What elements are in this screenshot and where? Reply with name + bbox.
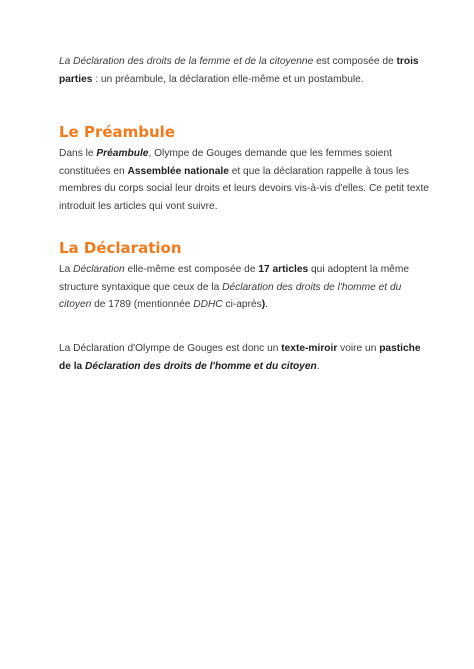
declaration-bold-17-articles: 17 articles [258, 264, 309, 275]
declaration-paragraph [59, 261, 431, 314]
declaration-text-6: . [265, 299, 268, 311]
declaration-italic-ddhc: DDHC [193, 299, 223, 311]
preambule-text-2: , Olympe de Gouges demande que les femmes soient constituées en [59, 148, 392, 177]
conclusion-text-2: voire un [337, 343, 380, 354]
declaration-heading: La Déclaration [59, 239, 182, 257]
preambule-paragraph [59, 145, 431, 215]
conclusion-paragraph [59, 340, 431, 375]
declaration-text-2: elle-même est composée de [124, 264, 259, 275]
declaration-text-1: La [59, 264, 74, 275]
declaration-bold-paren: ) [261, 299, 266, 311]
conclusion-text-1: La Déclaration d'Olympe de Gouges est donc un [59, 343, 282, 354]
preambule-heading: Le Préambule [59, 123, 176, 141]
intro-bold-trois-parties: trois parties [59, 56, 419, 85]
declaration-text-4: de 1789 (mentionnée [91, 299, 194, 311]
declaration-italic-ddhc-title: Déclaration des droits de l'homme et du citoyen [59, 281, 402, 311]
intro-title-italic: La Déclaration des droits de la femme et de la citoyenne [59, 56, 314, 67]
declaration-text-3: qui adoptent la même structure syntaxique que ceux de la [59, 264, 409, 293]
intro-paragraph [59, 53, 431, 88]
declaration-text-5: ci-après [222, 299, 262, 311]
intro-text-2: : un préambule, la déclaration elle-même et un postambule. [92, 73, 364, 85]
preambule-text-1: Dans le [59, 148, 97, 159]
conclusion-bold-texte-miroir: texte-miroir [281, 343, 338, 354]
preambule-bold-assemblee: Assemblée nationale [127, 165, 229, 177]
intro-text-1: est composée de [313, 56, 397, 67]
preambule-text-3: et que la déclaration rappelle à tous les membres du corps social leur droits et leurs devoirs vis-à-vis d'elles. Ce petit texte introduit les articles qui vont suivre. [59, 165, 429, 212]
conclusion-bold-italic-title: Déclaration des droits de l'homme et du citoyen [85, 360, 317, 372]
conclusion-text-3: . [316, 360, 320, 372]
conclusion-bold-pastiche: pastiche de la [59, 343, 421, 372]
preambule-bold-italic: Préambule [96, 148, 149, 159]
declaration-italic-1: Déclaration [73, 264, 125, 275]
